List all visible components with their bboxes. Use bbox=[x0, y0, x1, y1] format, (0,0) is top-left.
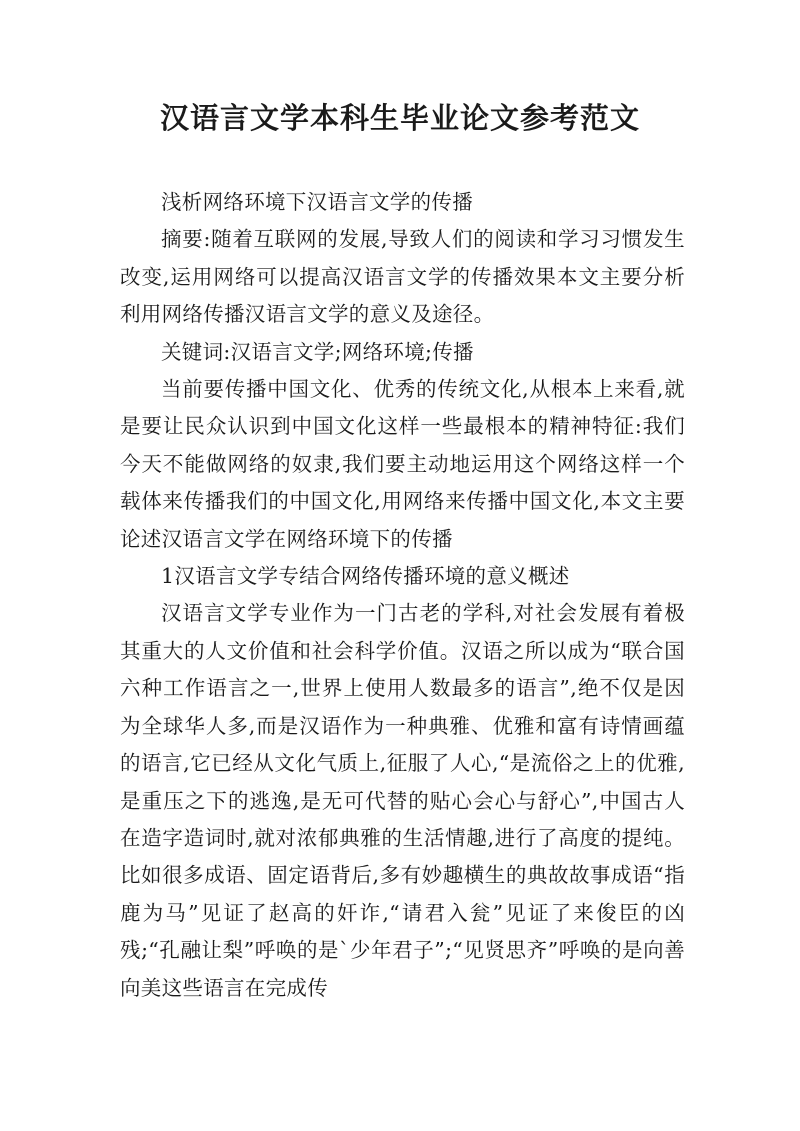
article-subtitle: 浅析网络环境下汉语言文学的传播 bbox=[161, 190, 473, 214]
body-paragraph: 汉语言文学专业作为一门古老的学科,对社会发展有着极其重大的人文价值和社会科学价值。汉语之所以成为“联合国六种工作语言之一,世界上使用人数最多的语言”,绝不仅是因为全球华人多,而是汉语作为一种典雅、优雅和富有诗情画蕴的语言,它已经从文化气质上,征服了人心,“是流俗之上的优雅,是重压之下的逃逸,是无可代替的贴心会心与舒心”,中国古人在造字造词时,就对浓郁典雅的生活情趣,进行了高度的提纯。比如很多成语、固定语背后,多有妙趣横生的典故故事成语“指鹿为马”见证了赵高的奸诈,“请君入瓮”见证了来俊臣的凶残;“孔融让梨”呼唤的是`少年君子”;“见贤思齐”呼唤的是向善向美这些语言在完成传 bbox=[120, 601, 685, 1000]
abstract-paragraph: 摘要:随着互联网的发展,导致人们的阅读和学习习惯发生改变,运用网络可以提高汉语言文学的传播效果本文主要分析利用网络传播汉语言文学的意义及途径。 bbox=[120, 227, 685, 327]
document-body bbox=[120, 184, 685, 1007]
section-heading: 1汉语言文学专结合网络传播环境的意义概述 bbox=[161, 564, 570, 589]
keywords-paragraph: 关键词:汉语言文学;网络环境;传播 bbox=[161, 339, 474, 364]
intro-paragraph: 当前要传播中国文化、优秀的传统文化,从根本上来看,就是要让民众认识到中国文化这样一些最根本的精神特征:我们今天不能做网络的奴隶,我们要主动地运用这个网络这样一个载体来传播我们的中国文化,用网络来传播中国文化,本文主要论述汉语言文学在网络环境下的传播 bbox=[120, 377, 685, 551]
document-title: 汉语言文学本科生毕业论文参考范文 bbox=[159, 101, 640, 135]
